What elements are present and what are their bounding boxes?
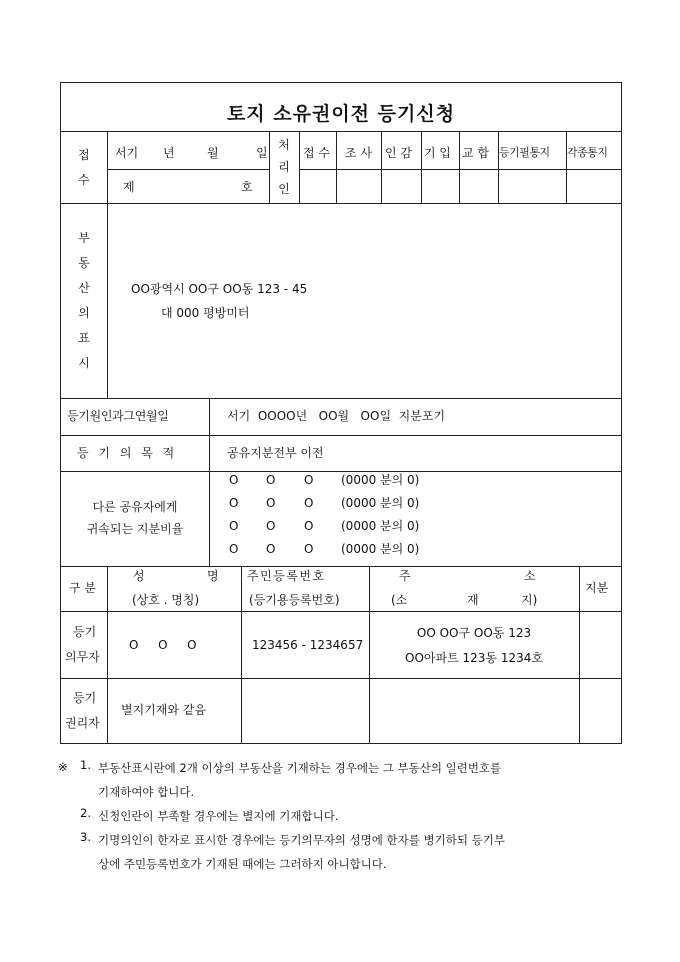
property-label-char: 시 [78,356,90,370]
note-3-num: 3. [80,830,91,844]
address-header-sub-1: (소 [391,593,408,607]
obligor-label-2: 의무자 [65,650,100,664]
holder-label-1: 등기 [73,691,97,705]
share-circle: O [266,542,276,556]
obligor-address-2: OO아파트 123동 1234호 [405,651,543,665]
divider [107,169,269,170]
note-2-num: 2. [80,806,91,820]
col-review: 조 사 [345,146,372,160]
col-entry: 기 입 [424,146,451,160]
share-circle: O [266,473,276,487]
divider [61,203,621,204]
idnum-header-sub: (등기용등록번호) [249,593,340,607]
obligor-id: 123456 - 1234657 [252,638,364,652]
reception-label-1: 접 [78,148,90,162]
divider [107,203,108,398]
number-suffix: 호 [241,180,253,194]
holder-label-2: 권리자 [65,716,100,730]
form-title: 토지 소유권이전 등기신청 [226,103,456,125]
note-3-line-2: 상에 주민등록번호가 기재된 때에는 그러하지 아니합니다. [98,857,387,871]
notes [58,760,628,880]
processing-label [277,139,291,195]
property-label-char: 산 [78,281,90,295]
date-month: 월 [207,146,219,160]
share-circle: O [229,496,239,510]
cause-value: 서기 OOOO년 OO월 OO일 지분포기 [227,409,446,423]
share-circle: O [304,542,314,556]
address-header-right: 소 [524,569,536,583]
divider [61,131,621,132]
note-1-line-1: 부동산표시란에 2개 이상의 부동산을 기재하는 경우에는 그 부동산의 일련번호를 [98,761,502,775]
divider [498,131,499,203]
obligor-address-1: OO OO구 OO동 123 [416,626,532,640]
col-reception: 접 수 [303,146,330,160]
property-label-char: 의 [78,306,90,320]
date-era: 서기 [115,146,139,160]
divider [107,566,108,743]
share-circle: O [266,519,276,533]
divider [241,566,242,743]
processing-label-char: 리 [278,160,290,174]
share-label-1: 다른 공유자에게 [92,500,178,514]
property-label [75,232,93,369]
note-2-line-1: 신청인란이 부족할 경우에는 별지에 기재합니다. [98,809,339,823]
registration-form [60,82,622,744]
col-check: 교 합 [462,146,489,160]
property-address: OO광역시 OO구 OO동 123 - 45 [131,282,308,296]
share-ratio-text: (0000 분의 0) [341,519,420,533]
date-day: 일 [256,146,268,160]
divider [209,398,210,566]
property-label-char: 동 [78,256,90,270]
divider [269,131,270,203]
share-circle: O [304,473,314,487]
name-header-sub: (상호 . 명칭) [132,593,200,607]
share-ratio-text: (0000 분의 0) [341,496,420,510]
divider [566,131,567,203]
share-circle: O [304,496,314,510]
share-circle: O [229,473,239,487]
share-circle: O [304,519,314,533]
divider [299,169,621,170]
divider [107,131,108,203]
col-various-notice: 각종통지 [567,146,608,159]
divider [299,131,300,203]
property-label-char: 부 [78,231,90,245]
name-header-right: 명 [207,569,219,583]
address-header-sub-3: 지) [521,593,538,607]
divider [381,131,382,203]
purpose-label: 등 기 의 목 적 [77,446,178,460]
col-completion-notice: 등기필통지 [499,146,550,159]
divider [61,398,621,399]
note-3-line-1: 기명의인이 한자로 표시한 경우에는 등기의무자의 성명에 한자를 병기하되 등기부 [98,833,505,847]
share-label-2: 귀속되는 지분비율 [86,522,184,536]
holder-name: 별지기재와 같음 [121,703,206,717]
property-area: 대 000 평방미터 [161,306,250,320]
divider [336,131,337,203]
share-ratio-text: (0000 분의 0) [341,542,420,556]
note-mark: ※ [58,760,68,774]
divider [459,131,460,203]
share-ratio-text: (0000 분의 0) [341,473,420,487]
processing-label-char: 처 [278,138,290,152]
divider [61,435,621,436]
address-header-sub-2: 재 [467,593,479,607]
divider [61,566,621,567]
note-1-num: 1. [80,758,91,772]
cause-label: 등기원인과그연월일 [67,409,169,423]
divider [61,678,621,679]
divider [61,471,621,472]
divider [579,566,580,743]
divider [421,131,422,203]
category-header: 구 분 [69,581,96,595]
share-circle: O [229,542,239,556]
share-circle: O [266,496,276,510]
share-circle: O [229,519,239,533]
obligor-label-1: 등기 [73,625,97,639]
date-year: 년 [163,146,175,160]
obligor-name: O O O [129,638,201,652]
purpose-value: 공유지분전부 이전 [227,446,324,460]
idnum-header: 주민등록번호 [247,569,326,583]
reception-label-2: 수 [78,173,90,187]
note-1-line-2: 기재하여야 합니다. [98,785,195,799]
processing-label-char: 인 [278,182,290,196]
name-header-left: 성 [133,569,145,583]
property-label-char: 표 [78,331,90,345]
divider [61,611,621,612]
share-header: 지분 [585,581,609,595]
col-seal: 인 감 [385,146,412,160]
address-header-left: 주 [399,569,411,583]
number-prefix: 제 [123,180,135,194]
